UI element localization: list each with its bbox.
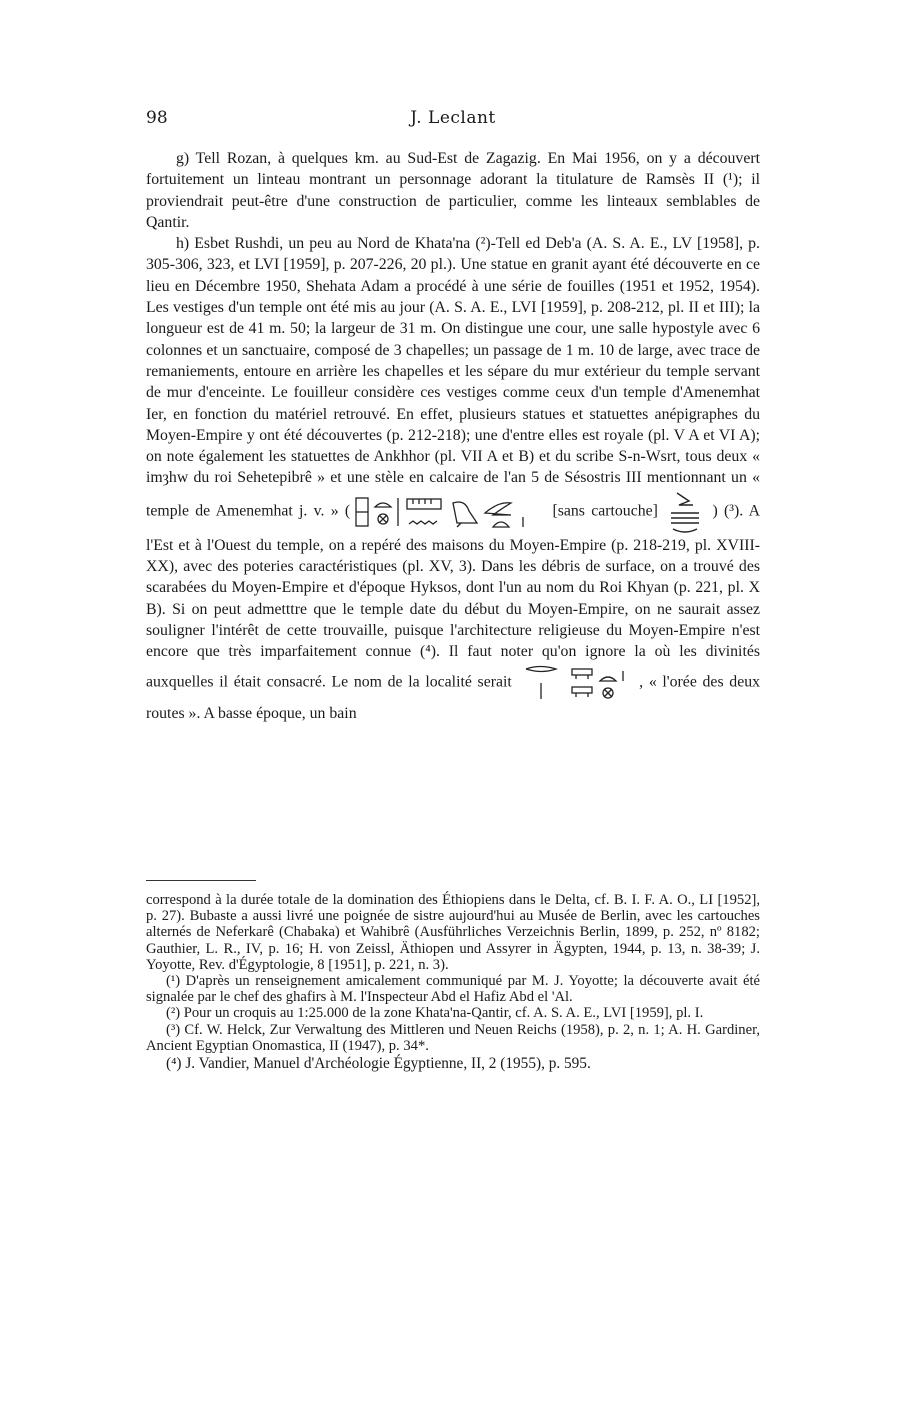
footnote-continuation: correspond à la durée totale de la domination des Éthiopiens dans le Delta, cf. B. I. F. A. O., LI [1952], p. 27). Bubaste a aussi livré une poignée de sistre aujourd'hui au Musée de Berlin, avec les cartouches alternés de Neferkarê (Chabaka) et Wahibrê (Ausführliches Verzeichnis Berlin, 1899, p. 252, nº 8182; Gauthier, L. R., IV, p. 16; H. von Zeissl, Äthiopen und Assyrer in Ägypten, 1944, p. 13, n. 38-39; J. Yoyotte, Rev. d'Égyptologie, 8 [1951], p. 221, n. 3). (146, 892, 760, 973)
paragraph-h-part4: , « l'orée des deux routes ». A basse époque, un bain (146, 673, 760, 722)
footnote-3: (³) Cf. W. Helck, Zur Verwaltung des Mittleren und Neuen Reichs (1958), p. 2, n. 1; A. H. Gardiner, Ancient Egyptian Onomastica, II (1947), p. 34*. (146, 1021, 760, 1054)
paragraph-h: h) Esbet Rushdi, un peu au Nord de Khata'na (²)-Tell ed Deb'a (A. S. A. E., LV [1958], p. 305-306, 323, et LVI [1959], p. 207-226, 20 pl.). Une statue en granit ayant été découverte en ce lieu en Décembre 1950, Shehata Adam a procédé à une série de fouilles (1951 et 1952, 1954). Les vestiges d'un temple ont été mis au jour (A. S. A. E., LVI [1959], p. 208-212, pl. II et III); la longueur est de 41 m. 50; la largeur de 31 m. On distingue une cour, une salle hypostyle avec 6 colonnes et un sanctuaire, composé de 3 chapelles; un passage de 1 m. 10 de large, avec trace de remaniements, entoure en arrière les chapelles et les sépare du mur extérieur du temple servant de mur d'enceinte. Le fouilleur considère ces vestiges comme ceux d'un temple d'Amenemhat Ier, en fonction du matériel retrouvé. En effet, plusieurs statues et statuettes anépigraphes du Moyen-Empire y ont été découvertes (p. 212-218); une d'entre elles est royale (pl. V A et VI A); on note également les statuettes de Ankhhor (pl. VII A et B) et du scribe S-n-Wsrt, tous deux « imȝhw du roi Sehetepibrê » et une stèle en calcaire de l'an 5 de Sésostris III mentionnant un « temple de Amenemhat j. v. » ( [sans cartouche] ) (³). A l'Est et à l'Ouest du temple, on a repéré des maisons du Moyen-Empire (p. 218-219, pl. XVIII-XX), avec des poteries caractéristiques (pl. XV, 3). Dans les débris de surface, on a trouvé des scarabées du Moyen-Empire et d'époque Hyksos, dont l'un au nom du Roi Khyan (p. 221, pl. X B). Si on peut admetttre que le temple date du début du Moyen-Empire, on ne saurait assez souligner l'intérêt de cette trouvaille, puisque l'architecture religieuse du Moyen-Empire n'est encore que très imparfaitement connue (⁴). Il faut noter qu'on ignore la où les divinités auxquelles il était consacré. Le nom de la localité serait , « l'orée des deux routes ». A basse époque, un bain (146, 235, 760, 722)
paragraph-h-part3: ) (³). A l'Est et à l'Ouest du temple, on a repéré des maisons du Moyen-Empire (p. 218-219, pl. XVIII-XX), avec des poteries caractéristiques (pl. XV, 3). Dans les débris de surface, on a trouvé des scarabées du Moyen-Empire et d'époque Hyksos, dont l'un au nom du Roi Khyan (p. 221, pl. X B). Si on peut admetttre que le temple date du début du Moyen-Empire, on ne saurait assez souligner l'intérêt de cette trouvaille, puisque l'architecture religieuse du Moyen-Empire n'est encore que très imparfaitement connue (⁴). Il faut noter qu'on ignore la où les divinités auxquelles il était consacré. Le nom de la localité serait (146, 502, 760, 691)
hieroglyph-cartouche (667, 489, 703, 535)
hieroglyph-place-name (520, 663, 630, 703)
footnotes (146, 892, 760, 1072)
footnote-1: (¹) D'après un renseignement amicalement communiqué par M. J. Yoyotte; la découverte avait été signalée par le chef des ghafirs à M. l'Inspecteur Abd el Hafiz Abd el 'Al. (146, 973, 760, 1006)
main-text (146, 148, 760, 724)
footnote-rule (146, 880, 256, 881)
paragraph-h-part1: h) Esbet Rushdi, un peu au Nord de Khata'na (²)-Tell ed Deb'a (A. S. A. E., LV [1958], p. 305-306, 323, et LVI [1959], p. 207-226, 20 pl.). Une statue en granit ayant été découverte en ce lieu en Décembre 1950, Shehata Adam a procédé à une série de fouilles (1951 et 1952, 1954). Les vestiges d'un temple ont été mis au jour (A. S. A. E., LVI [1959], p. 208-212, pl. II et III); la longueur est de 41 m. 50; la largeur de 31 m. On distingue une cour, une salle hypostyle avec 6 colonnes et un sanctuaire, composé de 3 chapelles; un passage de 1 m. 10 de large, avec trace de remaniements, entoure en arrière les chapelles et les sépare du mur extérieur du temple servant de mur d'enceinte. Le fouilleur considère ces vestiges comme ceux d'un temple d'Amenemhat Ier, en fonction du matériel retrouvé. En effet, plusieurs statues et statuettes anépigraphes du Moyen-Empire y ont été découvertes (p. 212-218); une d'entre elles est royale (pl. V A et VI A); on note également les statuettes de Ankhhor (pl. VII A et B) et du scribe S-n-Wsrt, tous deux « imȝhw du roi Sehetepibrê » et une stèle en calcaire de l'an 5 de Sésostris III mentionnant un « temple de Amenemhat j. v. » (146, 235, 760, 520)
footnote-4: (⁴) J. Vandier, Manuel d'Archéologie Égyptienne, II, 2 (1955), p. 595. (166, 1055, 591, 1073)
hieroglyph-temple-name (353, 495, 543, 529)
footnote-2: (²) Pour un croquis au 1:25.000 de la zone Khata'na-Qantir, cf. A. S. A. E., LVI [1959], pl. I. (166, 1005, 704, 1022)
paragraph-h-part2: [sans cartouche] (552, 502, 658, 520)
page-header (146, 108, 760, 134)
running-head: J. Leclant (410, 108, 496, 128)
page-number: 98 (146, 108, 168, 128)
paragraph-g: g) Tell Rozan, à quelques km. au Sud-Est de Zagazig. En Mai 1956, on y a découvert fortuitement un linteau montrant un personnage adorant la titulature de Ramsès II (¹); il proviendrait peut-être d'une construction de particulier, comme les linteaux semblables de Qantir. (146, 150, 760, 231)
